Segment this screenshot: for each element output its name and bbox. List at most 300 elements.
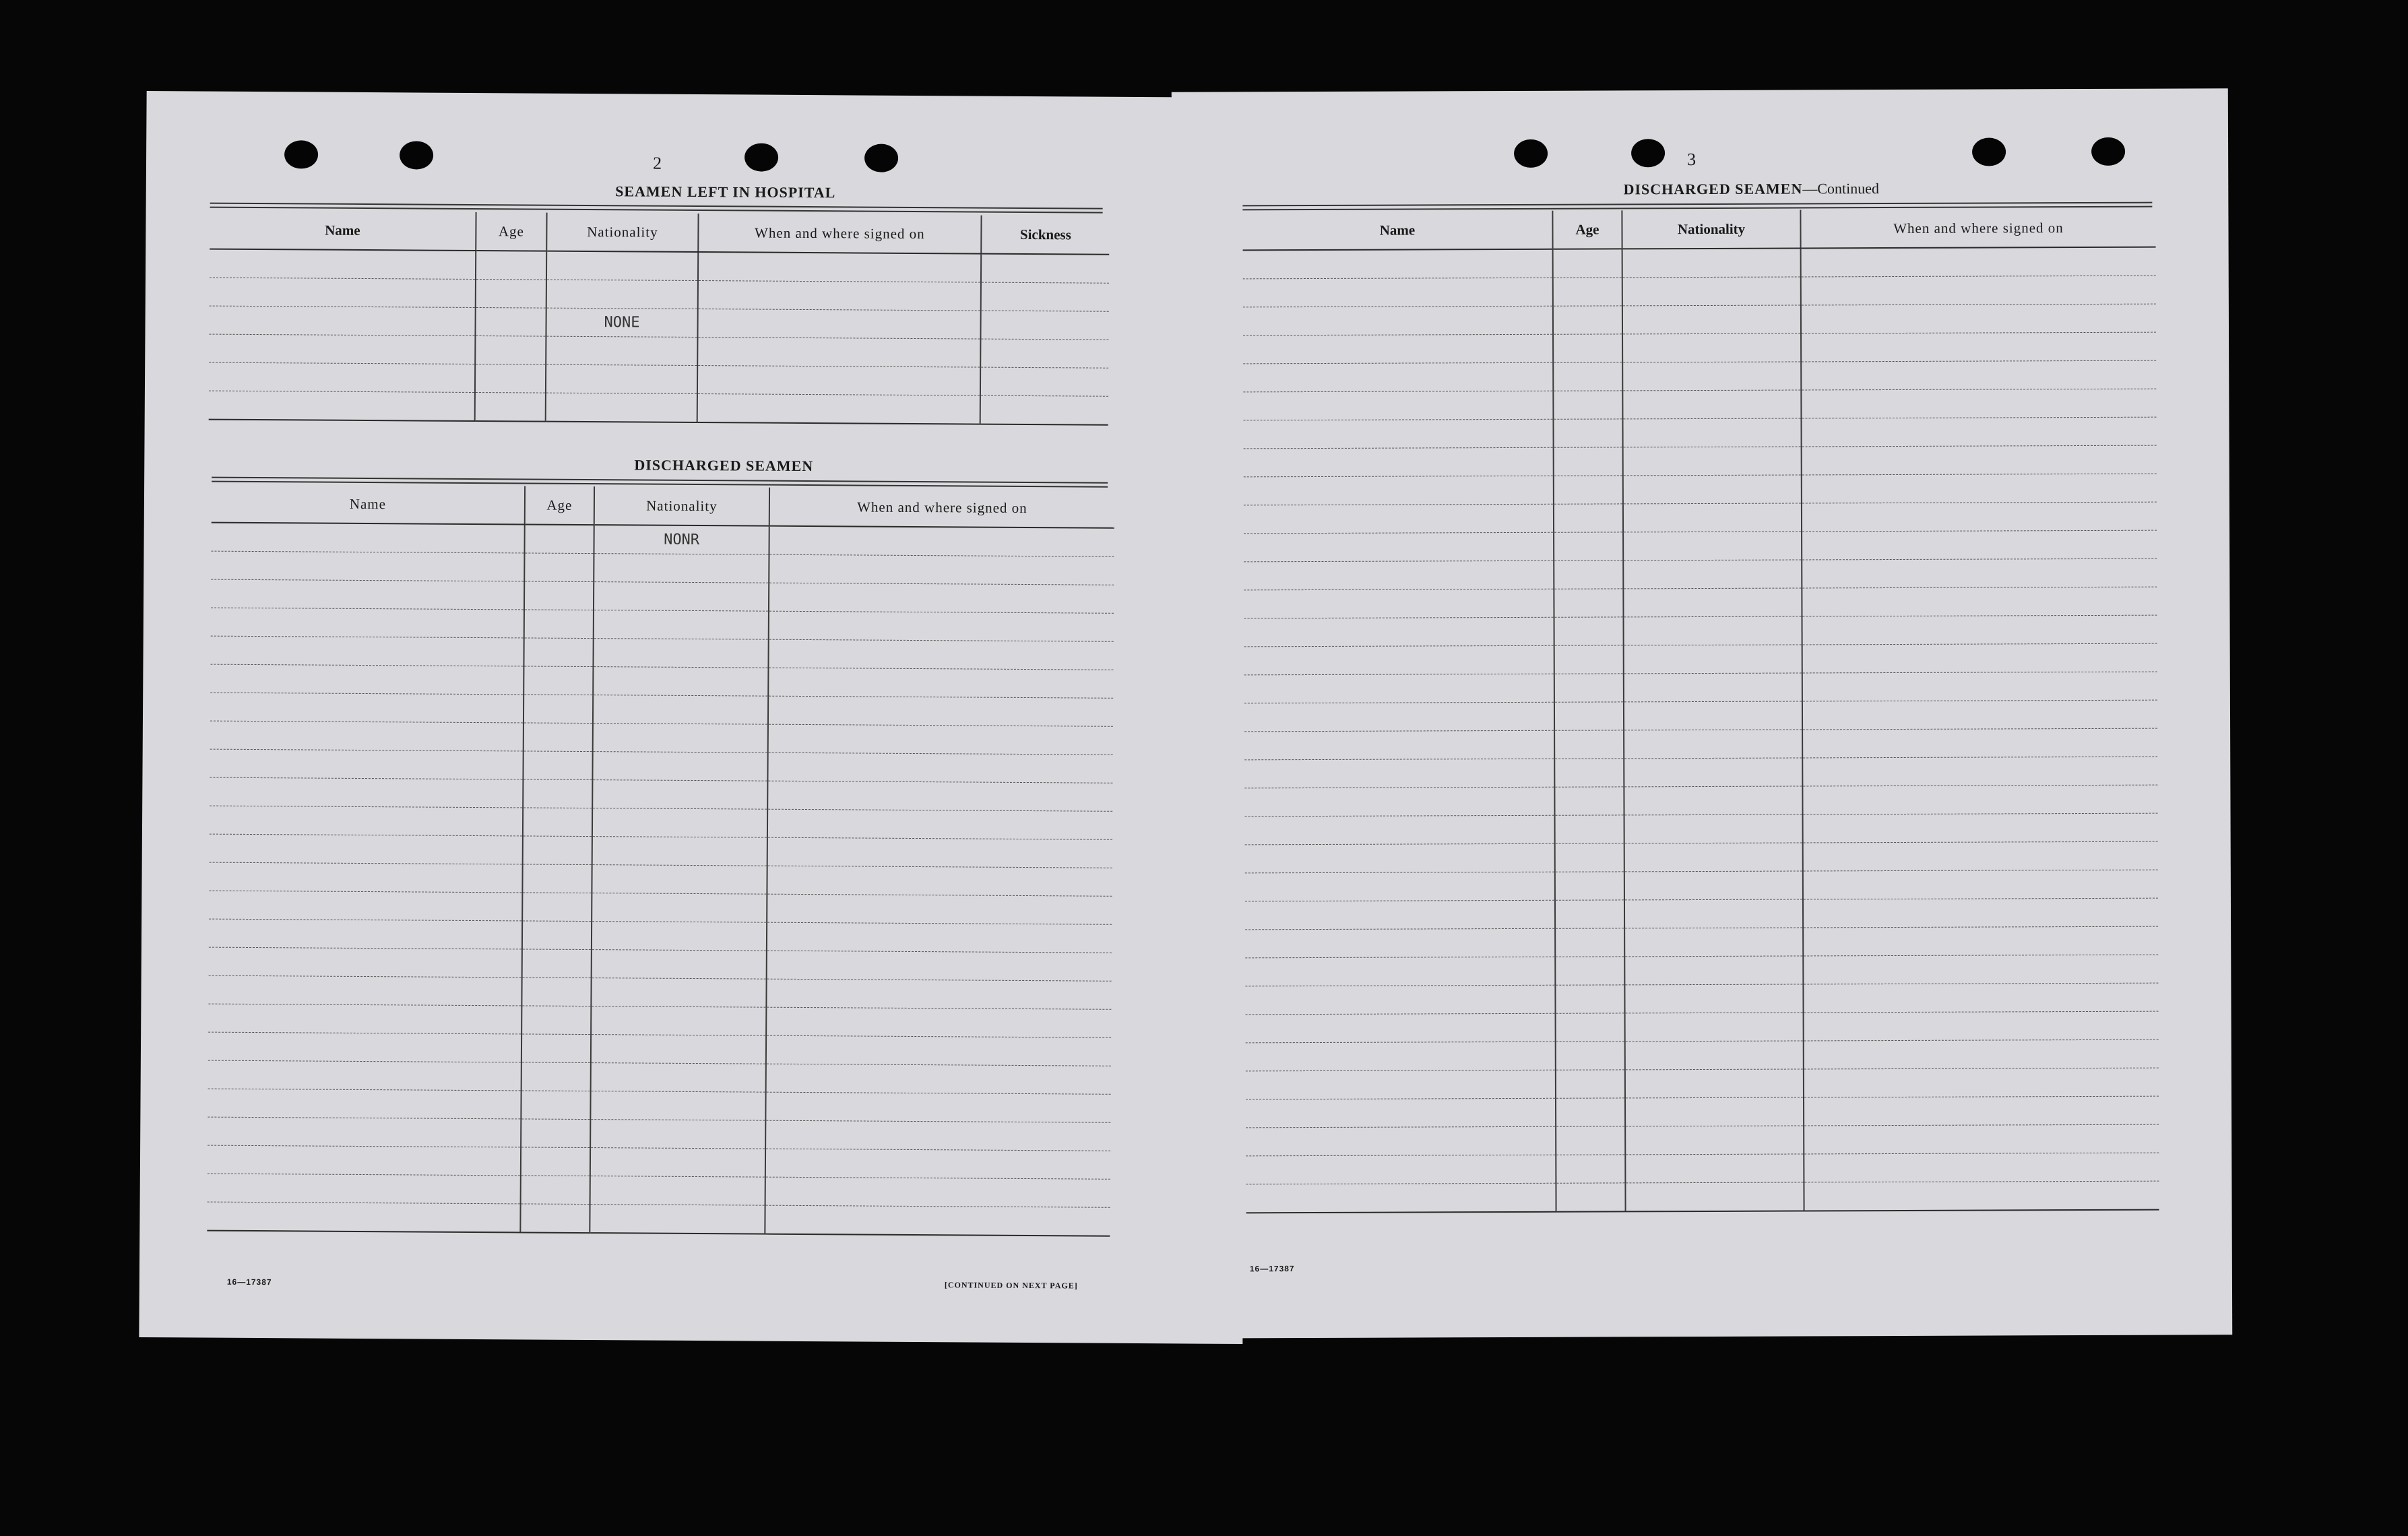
ledger-row (1246, 1153, 2159, 1184)
ledger-cell (209, 391, 475, 421)
ledger-cell (1804, 1068, 2159, 1097)
right-page (1172, 88, 2232, 1338)
ledger-cell (210, 834, 523, 864)
ledger-cell (1622, 333, 1801, 362)
binder-hole (1972, 137, 2006, 166)
ledger-row (1243, 360, 2156, 392)
ledger-cell (1622, 390, 1801, 419)
ledger-cell (1244, 589, 1554, 618)
column-header-signed-on: When and where signed on (769, 488, 1114, 528)
ledger-cell (1244, 561, 1554, 590)
ledger-cell (1802, 672, 2157, 701)
ledger-cell (1803, 870, 2158, 899)
ledger-row (1243, 304, 2156, 335)
ledger-cell (1624, 814, 1803, 843)
ledger-cell (523, 779, 592, 808)
ledger-cell (1555, 985, 1624, 1013)
ledger-cell (1802, 728, 2157, 758)
ledger-row (1244, 757, 2157, 788)
ledger-cell (767, 894, 1112, 924)
ledger-cell (208, 1174, 521, 1204)
ledger-row (1244, 700, 2157, 732)
ledger-cell (765, 1092, 1110, 1122)
binder-hole (1631, 139, 1665, 167)
hospital-table (209, 211, 1110, 426)
column-header-signed-on: When and where signed on (1800, 209, 2155, 249)
column-header-name: Name (210, 211, 476, 251)
ledger-cell (210, 777, 523, 808)
ledger-cell (1624, 645, 1802, 674)
ledger-cell (209, 334, 475, 364)
ledger-cell (1554, 787, 1624, 815)
column-header-age: Age (1552, 210, 1622, 249)
ledger-cell (1244, 730, 1554, 760)
ledger-row (207, 1202, 1110, 1236)
ledger-cell (1802, 502, 2157, 532)
ledger-cell (768, 696, 1113, 726)
ledger-row (1245, 955, 2158, 986)
ledger-cell (592, 808, 767, 838)
ledger-cell (1245, 843, 1555, 873)
ledger-cell (1801, 417, 2156, 447)
ledger-cell (522, 921, 592, 950)
ledger-cell (592, 865, 767, 895)
ledger-cell (592, 922, 767, 951)
ledger-cell (1625, 1041, 1804, 1070)
ledger-cell (1623, 588, 1802, 617)
ledger-cell (1801, 389, 2156, 418)
ledger-cell (210, 664, 524, 695)
ledger-cell (1554, 504, 1623, 532)
ledger-cell (210, 806, 523, 836)
ledger-cell (520, 1204, 590, 1233)
ledger-cell (1623, 560, 1802, 589)
ledger-cell (1802, 530, 2157, 560)
ledger-cell (594, 582, 769, 612)
ledger-row (1246, 1124, 2159, 1156)
ledger-cell (1553, 362, 1622, 391)
ledger-cell (1622, 362, 1801, 391)
form-number: 16—17387 (1249, 1264, 1295, 1274)
ledger-cell (1554, 674, 1624, 702)
ledger-row (1246, 1068, 2159, 1099)
ledger-cell (1555, 815, 1624, 843)
ledger-cell (1802, 445, 2157, 475)
ledger-cell (768, 724, 1113, 755)
ledger-cell (1623, 475, 1802, 504)
column-header-nationality: Nationality (546, 213, 698, 252)
discharged-continued-title (1414, 179, 2088, 199)
ledger-cell (1623, 503, 1802, 532)
ledger-cell (524, 553, 594, 582)
ledger-cell (523, 751, 592, 780)
ledger-cell (1246, 1042, 1556, 1071)
ledger-entry: NONE (546, 308, 697, 337)
binder-hole (284, 140, 318, 168)
ledger-cell (765, 1149, 1110, 1179)
ledger-cell (523, 808, 592, 837)
column-header-sickness: Sickness (981, 216, 1109, 255)
ledger-cell (1625, 1154, 1804, 1183)
column-header-age: Age (476, 212, 546, 251)
ledger-cell (1554, 476, 1623, 504)
ledger-cell (521, 1119, 590, 1148)
ledger-cell (1245, 900, 1555, 930)
ledger-cell (1624, 984, 1803, 1013)
ledger-cell (767, 922, 1112, 953)
ledger-cell (1622, 248, 1801, 277)
ledger-cell (767, 809, 1112, 839)
hospital-section-title: SEAMEN LEFT IN HOSPITAL (615, 183, 836, 201)
ledger-entry: NONR (594, 525, 769, 554)
ledger-cell (592, 752, 767, 781)
ledger-cell (208, 1004, 521, 1034)
ledger-cell (591, 1063, 766, 1093)
ledger-row (1243, 389, 2156, 420)
ledger-cell (766, 1035, 1111, 1066)
ledger-cell (1556, 1013, 1625, 1042)
ledger-cell (593, 667, 768, 697)
ledger-cell (1803, 898, 2158, 928)
ledger-cell (592, 893, 767, 923)
ledger-cell (767, 781, 1112, 811)
ledger-cell (1553, 306, 1622, 334)
ledger-cell (208, 1060, 521, 1091)
ledger-cell (207, 1202, 520, 1232)
ledger-cell (1624, 928, 1803, 957)
ledger-cell (476, 280, 546, 309)
ledger-cell (1625, 1097, 1804, 1126)
ledger-cell (1624, 701, 1802, 730)
ledger-cell (1623, 447, 1802, 476)
ledger-row (1245, 926, 2158, 958)
ledger-cell (546, 393, 697, 422)
ledger-cell (1246, 1098, 1556, 1128)
ledger-cell (767, 837, 1112, 868)
ledger-cell (1624, 786, 1802, 815)
ledger-cell (1245, 985, 1555, 1015)
ledger-cell (211, 523, 524, 553)
ledger-row (1244, 728, 2157, 760)
ledger-row (1246, 1011, 2159, 1043)
ledger-cell (546, 280, 698, 309)
ledger-cell (208, 1117, 521, 1147)
ledger-cell (1624, 758, 1802, 787)
ledger-cell (1556, 1126, 1625, 1155)
ledger-cell (1555, 872, 1624, 900)
ledger-cell (524, 723, 593, 752)
ledger-cell (1245, 928, 1555, 958)
ledger-cell (546, 364, 697, 393)
ledger-cell (1802, 474, 2157, 503)
ledger-cell (1244, 447, 1554, 477)
ledger-row (1244, 785, 2157, 817)
ledger-row (1243, 332, 2156, 364)
ledger-row (1245, 870, 2158, 901)
ledger-cell (524, 581, 594, 610)
ledger-cell (1804, 1096, 2159, 1126)
discharged-continued-table (1242, 209, 2159, 1214)
ledger-cell (767, 951, 1112, 981)
ledger-cell (1625, 1013, 1804, 1042)
ledger-cell (209, 306, 475, 335)
ledger-cell (767, 866, 1112, 896)
ledger-cell (1245, 815, 1555, 845)
ledger-cell (1556, 1098, 1625, 1126)
ledger-cell (1802, 643, 2157, 673)
ledger-cell (1554, 617, 1624, 645)
ledger-cell (524, 695, 593, 724)
ledger-cell (1244, 476, 1554, 505)
ledger-cell (980, 339, 1108, 368)
ledger-cell (1243, 391, 1553, 420)
ledger-cell (1803, 813, 2158, 843)
column-header-signed-on: When and where signed on (698, 214, 981, 254)
ledger-cell (1556, 1155, 1625, 1183)
binder-hole (744, 143, 778, 171)
ledger-cell (210, 249, 476, 280)
ledger-cell (593, 695, 768, 725)
ledger-cell (1246, 1070, 1556, 1099)
ledger-cell (698, 252, 981, 282)
ledger-cell (1243, 334, 1553, 364)
ledger-cell (546, 336, 697, 365)
ledger-cell (1801, 332, 2156, 362)
ledger-cell (1243, 278, 1553, 307)
section-title-text: DISCHARGED SEAMEN (1623, 180, 1803, 198)
ledger-cell (1243, 362, 1553, 392)
ledger-cell (765, 1205, 1110, 1236)
ledger-cell (208, 1089, 521, 1119)
ledger-cell (1246, 1126, 1556, 1156)
ledger-cell (210, 636, 524, 666)
ledger-cell (592, 780, 767, 810)
ledger-cell (765, 1177, 1110, 1207)
page-number: 3 (1687, 150, 1697, 170)
ledger-cell (521, 1034, 591, 1063)
ledger-cell (208, 975, 521, 1006)
ledger-cell (1554, 645, 1624, 674)
left-page (139, 91, 1250, 1344)
ledger-row (1244, 643, 2157, 675)
ledger-cell (1244, 759, 1554, 788)
ledger-cell (697, 338, 980, 368)
ledger-cell (769, 583, 1114, 613)
continued-note: [CONTINUED ON NEXT PAGE] (944, 1280, 1078, 1291)
ledger-cell (1803, 983, 2158, 1013)
ledger-cell (591, 978, 766, 1008)
ledger-cell (1246, 1155, 1556, 1184)
ledger-cell (594, 554, 769, 583)
ledger-cell (768, 639, 1113, 670)
ledger-cell (1244, 702, 1554, 732)
ledger-cell (765, 1120, 1110, 1151)
binder-hole (1514, 139, 1548, 168)
ledger-cell (475, 364, 546, 393)
ledger-cell (981, 282, 1109, 311)
ledger-cell (767, 753, 1112, 783)
ledger-cell (1553, 391, 1622, 419)
ledger-cell (1243, 306, 1553, 335)
ledger-cell (1244, 645, 1554, 675)
ledger-cell (524, 524, 594, 553)
binder-hole (400, 141, 433, 169)
ledger-cell (1625, 1126, 1804, 1155)
ledger-cell (593, 639, 768, 668)
ledger-cell (1803, 926, 2158, 956)
ledger-cell (521, 1147, 590, 1176)
ledger-cell (209, 891, 522, 921)
ledger-cell (697, 309, 980, 340)
ledger-row (1245, 983, 2158, 1015)
ledger-cell (1556, 1183, 1625, 1212)
ledger-cell (1804, 1153, 2159, 1182)
ledger-cell (475, 392, 546, 421)
section-title-suffix: —Continued (1802, 180, 1880, 197)
ledger-cell (766, 1064, 1111, 1094)
ledger-cell (1556, 1070, 1625, 1098)
ledger-cell (1554, 589, 1623, 617)
ledger-cell (698, 281, 981, 311)
ledger-cell (590, 1091, 765, 1121)
ledger-cell (521, 978, 591, 1006)
ledger-row (1244, 474, 2157, 505)
ledger-cell (524, 638, 593, 667)
ledger-cell (211, 579, 524, 610)
ledger-cell (1623, 532, 1802, 561)
column-header-name: Name (1242, 211, 1552, 251)
column-header-nationality: Nationality (594, 486, 769, 526)
ledger-cell (521, 1176, 590, 1205)
ledger-cell (1802, 615, 2157, 645)
ledger-cell (1554, 702, 1624, 730)
ledger-cell (1802, 785, 2157, 814)
ledger-cell (1246, 1183, 1556, 1213)
ledger-cell (1554, 561, 1623, 589)
ledger-cell (1245, 957, 1555, 986)
ledger-cell (475, 336, 546, 365)
ledger-cell (980, 367, 1108, 396)
ledger-cell (591, 1035, 766, 1064)
ledger-cell (1554, 730, 1624, 759)
ledger-cell (769, 611, 1114, 641)
binder-hole (2091, 137, 2125, 166)
ledger-cell (1244, 532, 1554, 562)
ledger-cell (1554, 532, 1623, 561)
ledger-cell (1243, 249, 1553, 279)
ledger-cell (769, 554, 1114, 585)
page-number: 2 (652, 153, 662, 173)
ledger-cell (1244, 787, 1554, 817)
ledger-cell (592, 837, 767, 866)
ledger-row (1244, 502, 2157, 534)
ledger-cell (590, 1176, 765, 1206)
form-number: 16—17387 (226, 1277, 272, 1287)
ledger-cell (523, 836, 592, 865)
ledger-cell (1804, 1124, 2159, 1154)
ledger-cell (522, 949, 592, 978)
ledger-cell (1804, 1011, 2159, 1041)
ledger-row (1243, 247, 2156, 279)
discharged-table (207, 484, 1114, 1237)
ledger-cell (1801, 247, 2156, 277)
ledger-cell (1624, 843, 1803, 872)
ledger-cell (769, 526, 1114, 557)
ledger-row (1243, 417, 2156, 449)
ledger-row (1244, 672, 2157, 703)
ledger-cell (1554, 759, 1624, 787)
ledger-cell (210, 721, 524, 751)
ledger-cell (209, 862, 522, 893)
ledger-cell (1622, 277, 1801, 306)
ledger-cell (590, 1148, 765, 1178)
ledger-cell (766, 979, 1111, 1009)
ledger-row (209, 391, 1108, 425)
column-header-age: Age (525, 486, 594, 525)
ledger-cell (1622, 418, 1801, 447)
ledger-cell (1622, 305, 1801, 334)
ledger-cell (546, 251, 698, 281)
ledger-row (1244, 558, 2157, 590)
ledger-cell (211, 551, 524, 581)
ledger-cell (1555, 957, 1624, 985)
ledger-cell (521, 1091, 590, 1120)
ledger-cell (980, 395, 1108, 425)
ledger-row (1244, 587, 2157, 618)
ledger-cell (1555, 843, 1624, 872)
ledger-cell (1243, 419, 1553, 449)
ledger-cell (1244, 504, 1554, 534)
ledger-cell (522, 864, 592, 893)
ledger-cell (1803, 955, 2158, 984)
ledger-row (1245, 813, 2158, 845)
ledger-cell (980, 311, 1108, 340)
ledger-cell (208, 1032, 521, 1062)
ledger-cell (209, 362, 475, 392)
ledger-cell (1244, 674, 1554, 703)
ledger-cell (524, 610, 594, 639)
ledger-cell (521, 1006, 591, 1035)
ledger-cell (591, 1006, 766, 1036)
ledger-row (1244, 530, 2157, 562)
column-header-name: Name (212, 484, 525, 525)
ledger-cell (1803, 841, 2158, 871)
ledger-cell (1804, 1039, 2159, 1069)
ledger-row (1245, 841, 2158, 873)
ledger-cell (1624, 956, 1803, 985)
ledger-cell (1624, 871, 1803, 900)
ledger-cell (521, 1062, 591, 1091)
ledger-cell (1553, 249, 1622, 278)
ledger-cell (1244, 617, 1554, 647)
ledger-cell (210, 693, 524, 723)
ledger-cell (1802, 558, 2157, 588)
ledger-cell (1625, 1069, 1804, 1098)
ledger-cell (1553, 278, 1622, 306)
ledger-cell (211, 608, 524, 638)
ledger-cell (981, 254, 1109, 284)
ledger-cell (1623, 616, 1802, 645)
ledger-row (1243, 276, 2156, 307)
ledger-cell (210, 749, 523, 779)
ledger-cell (1555, 900, 1624, 928)
ledger-cell (1556, 1042, 1625, 1070)
ledger-cell (1802, 700, 2157, 730)
ledger-cell (208, 1145, 521, 1176)
ledger-cell (1801, 360, 2156, 390)
ledger-cell (1624, 730, 1802, 759)
discharged-section-title: DISCHARGED SEAMEN (634, 456, 814, 475)
